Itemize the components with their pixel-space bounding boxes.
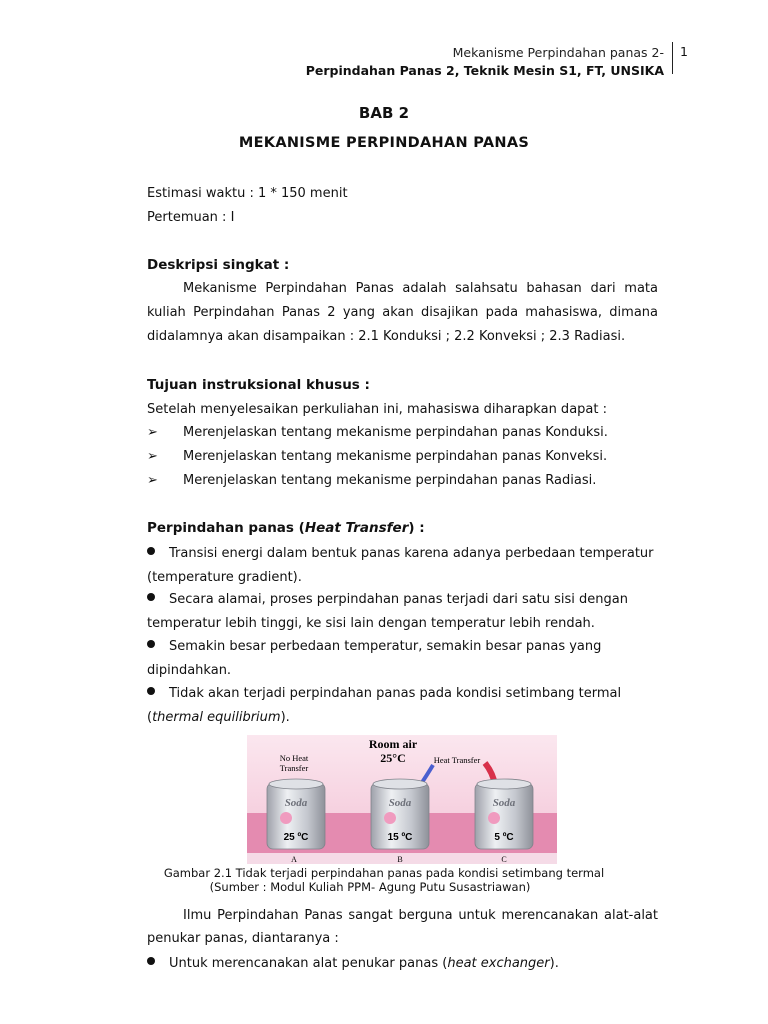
arrow-bullet-icon: ➢: [147, 449, 158, 464]
paren-close: ).: [280, 709, 290, 725]
header-divider: [672, 42, 673, 74]
bullet-4-line-1: Tidak akan terjadi perpindahan panas pada kondisi setimbang termal: [169, 686, 622, 701]
tujuan-item-1: Merenjelaskan tentang mekanisme perpindahan panas Konduksi.: [183, 425, 608, 440]
deskripsi-heading: Deskripsi singkat :: [147, 257, 290, 273]
soda-cans-illustration: [247, 735, 557, 864]
bullet-dot-icon: [147, 640, 155, 648]
list-item: [147, 588, 658, 635]
deskripsi-paragraph: Mekanisme Perpindahan Panas adalah salahsatu bahasan dari mata kuliah Perpindahan Panas 2 yang akan disajikan pada mahasiswa, dimana didalamnya akan disampaikan : 2.1 Konduksi ; 2.2 Konveksi ; 2.3 Radiasi.: [147, 281, 658, 344]
heat-exchanger-text: heat exchanger: [447, 956, 550, 971]
no-heat-label-line1: No Heat: [279, 753, 309, 763]
closing-line-1: Ilmu Perpindahan Panas sangat berguna untuk merencanakan alat-alat: [183, 908, 658, 923]
can-c-brand: Soda: [492, 797, 516, 809]
list-item: [147, 952, 658, 976]
no-heat-label-line2: Transfer: [279, 763, 309, 773]
bullet-1-line-2: (temperature gradient).: [147, 569, 302, 585]
running-header: [306, 44, 664, 80]
bullet-3-line-2: dipindahkan.: [147, 662, 232, 678]
estimasi-waktu: Estimasi waktu : 1 * 150 menit: [147, 186, 348, 201]
tujuan-item-2: Merenjelaskan tentang mekanisme perpindahan panas Konveksi.: [183, 449, 608, 464]
list-item: [147, 635, 658, 682]
list-item: [147, 542, 658, 589]
can-b-brand: Soda: [388, 797, 412, 809]
figure-source: (Sumber : Modul Kuliah PPM- Agung Putu Susastriawan): [209, 880, 531, 894]
figure-caption: Gambar 2.1 Tidak terjadi perpindahan panas pada kondisi setimbang termal: [163, 866, 605, 880]
bullet-dot-icon: [147, 547, 155, 555]
label-c: C: [501, 855, 507, 864]
tujuan-item-3: Merenjelaskan tentang mekanisme perpindahan panas Radiasi.: [183, 473, 597, 488]
closing-bullet-text: Untuk merencanakan alat penukar panas (: [169, 956, 448, 971]
header-chapter-title: Mekanisme Perpindahan panas 2-: [452, 45, 664, 60]
can-b-temp: 15 ºC: [387, 832, 413, 843]
pertemuan: Pertemuan : I: [147, 210, 235, 225]
heading-italic-text: Heat Transfer: [304, 520, 409, 536]
room-air-temp: 25°C: [380, 751, 406, 765]
page-number: 1: [680, 44, 688, 59]
closing-bullet-end: ).: [549, 956, 559, 971]
closing-line-2: penukar panas, diantaranya :: [147, 931, 339, 946]
room-air-label: Room air: [368, 737, 418, 751]
list-item: [147, 445, 658, 469]
bullet-dot-icon: [147, 957, 155, 965]
label-b: B: [397, 855, 403, 864]
arrow-bullet-icon: ➢: [147, 425, 158, 440]
list-item: [147, 421, 658, 445]
bullet-dot-icon: [147, 687, 155, 695]
bullet-4-line-2: [147, 706, 658, 730]
heat-transfer-heading: [147, 519, 425, 537]
tujuan-heading: Tujuan instruksional khusus :: [147, 377, 370, 393]
bullet-2-line-1: Secara alamai, proses perpindahan panas terjadi dari satu sisi dengan: [169, 592, 628, 607]
figure-soda-cans: [247, 735, 557, 864]
heat-transfer-label: Heat Transfer: [433, 755, 481, 765]
list-item: [147, 469, 658, 493]
can-a-brand: Soda: [284, 797, 308, 809]
can-a-temp: 25 ºC: [283, 832, 309, 843]
bullet-3-line-1: Semakin besar perbedaan temperatur, semakin besar panas yang: [169, 639, 602, 654]
heading-text-end: ) :: [408, 520, 425, 536]
chapter-label: BAB 2: [358, 104, 410, 122]
bullet-1-line-1: Transisi energi dalam bentuk panas karena adanya perbedaan temperatur: [169, 546, 654, 561]
chapter-title: MEKANISME PERPINDAHAN PANAS: [238, 135, 530, 151]
bullet-dot-icon: [147, 593, 155, 601]
thermal-equilibrium-text: thermal equilibrium: [152, 709, 281, 725]
closing-paragraph: [147, 904, 658, 950]
paren-open: (: [147, 709, 153, 725]
list-item: [147, 682, 658, 729]
tujuan-intro: Setelah menyelesaikan perkuliahan ini, mahasiswa diharapkan dapat :: [147, 402, 607, 417]
bullet-2-line-2: temperatur lebih tinggi, ke sisi lain dengan temperatur lebih rendah.: [147, 615, 595, 631]
label-a: A: [291, 855, 297, 864]
can-c-temp: 5 ºC: [494, 832, 514, 843]
heading-text: Perpindahan panas (: [147, 520, 305, 536]
arrow-bullet-icon: ➢: [147, 473, 158, 488]
header-course-info: Perpindahan Panas 2, Teknik Mesin S1, FT, UNSIKA: [305, 63, 664, 78]
